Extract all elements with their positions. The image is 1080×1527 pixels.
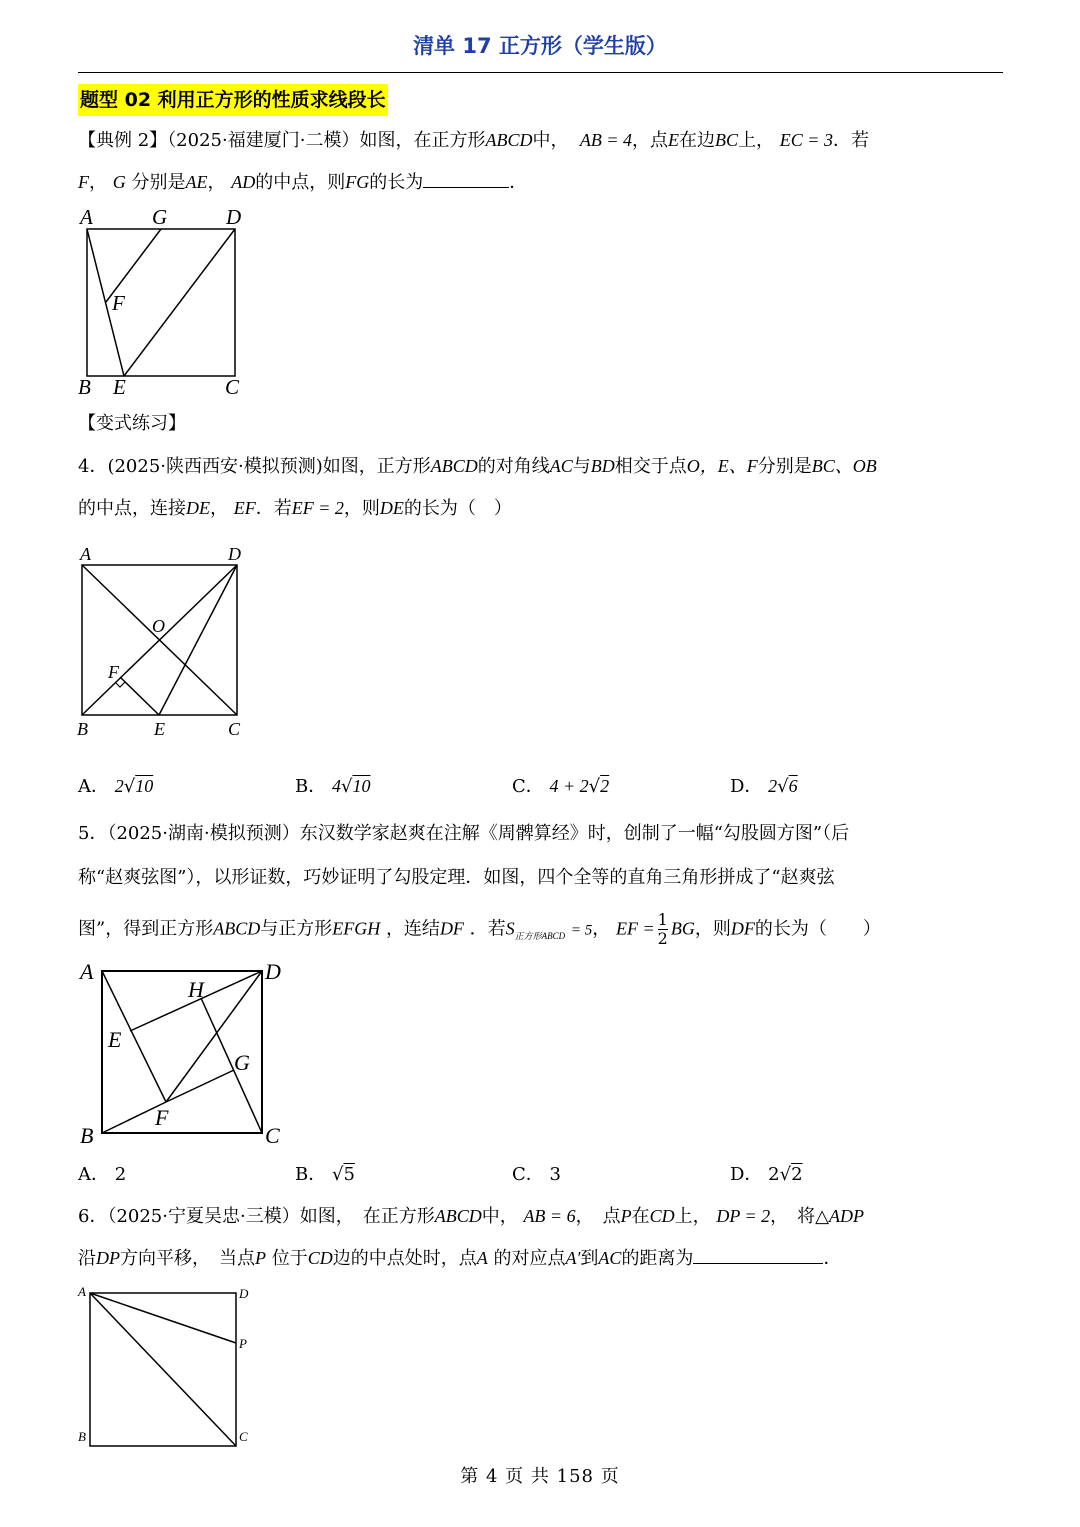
q4-line-2 bbox=[78, 494, 512, 523]
example-text: 上， bbox=[738, 130, 775, 151]
math: FG bbox=[345, 172, 370, 192]
label-c: C bbox=[265, 1123, 280, 1148]
q6-text: 中， bbox=[481, 1206, 518, 1227]
header-divider bbox=[78, 72, 1003, 73]
label-f: F bbox=[112, 291, 125, 315]
example-text: ， bbox=[89, 172, 107, 193]
q4-text: 分别是 bbox=[757, 456, 812, 477]
math: DP bbox=[96, 1248, 120, 1268]
label-b: B bbox=[80, 1123, 94, 1148]
segment-de bbox=[124, 229, 235, 376]
math: DF bbox=[730, 918, 755, 939]
math: E bbox=[668, 130, 680, 150]
right-angle-mark bbox=[115, 682, 125, 687]
q6-line-1 bbox=[78, 1202, 864, 1231]
example-line-1 bbox=[78, 126, 869, 155]
fraction-denominator: 2 bbox=[657, 929, 668, 948]
example-text: 中， bbox=[532, 130, 569, 151]
option-coef: 2 bbox=[768, 776, 778, 796]
page-header-title: 清单 17 正方形（学生版） bbox=[413, 34, 667, 58]
option-letter: A． bbox=[78, 1164, 109, 1185]
fraction-one-half bbox=[658, 911, 668, 948]
example-text: 在边 bbox=[679, 130, 716, 151]
option-coef: 4 bbox=[331, 776, 341, 796]
math: P bbox=[620, 1206, 632, 1226]
option-radicand: 2 bbox=[600, 776, 610, 796]
example-text: ． bbox=[509, 172, 528, 193]
option-letter: C． bbox=[512, 1164, 544, 1185]
q6-text: ， 点 bbox=[575, 1206, 621, 1227]
label-e: E bbox=[154, 719, 165, 739]
q6-text: 的距离为 bbox=[621, 1248, 694, 1269]
label-o: O bbox=[152, 616, 165, 636]
q4-text: ， bbox=[210, 498, 228, 519]
q4-option-d[interactable]: D． 2√6 bbox=[730, 776, 798, 797]
math: G bbox=[112, 172, 126, 192]
segment-ef bbox=[120, 677, 159, 715]
segment-df bbox=[166, 971, 262, 1102]
math: AC bbox=[598, 1248, 622, 1268]
q5-text: ，连结 bbox=[385, 918, 440, 940]
figure-q5-zhaoshuang bbox=[70, 955, 300, 1155]
option-radicand: 10 bbox=[135, 776, 154, 796]
q5-option-d[interactable]: D． 2√2 bbox=[730, 1164, 803, 1185]
label-a: A bbox=[78, 1284, 86, 1299]
label-c: C bbox=[225, 375, 240, 399]
square-abcd bbox=[87, 229, 235, 376]
math: DE bbox=[379, 498, 404, 518]
math: A′ bbox=[565, 1248, 581, 1268]
q5-line-3 bbox=[78, 911, 881, 950]
math: EC = 3 bbox=[779, 130, 833, 150]
math: BC、OB bbox=[811, 456, 877, 476]
example-text: 的长为 bbox=[369, 172, 424, 193]
math: △ADP bbox=[815, 1206, 864, 1226]
q5-option-b[interactable]: B． √5 bbox=[295, 1164, 355, 1185]
math: = 5 bbox=[570, 922, 593, 939]
math: BG bbox=[670, 918, 695, 939]
math: BC bbox=[715, 130, 739, 150]
label-d: D bbox=[226, 205, 242, 229]
label-c: C bbox=[239, 1429, 248, 1444]
math: ABCD bbox=[430, 456, 478, 476]
q5-text: ，则 bbox=[694, 918, 731, 940]
q5-text: 图”，得到正方形 bbox=[78, 918, 214, 940]
example-source: （2025·福建厦门·二模） bbox=[167, 130, 360, 151]
q6-text: 边的中点处时，点 bbox=[332, 1248, 477, 1269]
math: ABCD bbox=[485, 130, 533, 150]
segment-de bbox=[159, 565, 237, 715]
diagonal-ac bbox=[90, 1293, 236, 1446]
q5-text: 的长为（ ） bbox=[754, 918, 881, 940]
label-e: E bbox=[108, 1027, 122, 1052]
q4-option-a[interactable]: A． 2√10 bbox=[78, 776, 154, 797]
section-title: 题型 02 利用正方形的性质求线段长 bbox=[78, 84, 388, 116]
figure-q4-square bbox=[70, 540, 260, 745]
label-d: D bbox=[228, 544, 241, 564]
q4-option-c[interactable]: C． 4 + 2√2 bbox=[512, 776, 610, 797]
example-text: ，点 bbox=[632, 130, 669, 151]
q5-line-1: 5．（2025·湖南·模拟预测）东汉数学家赵爽在注解《周髀算经》时，创制了一幅“勾股圆方图”（后 bbox=[78, 823, 850, 844]
option-value: 2 bbox=[114, 1164, 127, 1185]
q6-text: 方向平移， 当点 bbox=[120, 1248, 255, 1269]
math: AC bbox=[549, 456, 573, 476]
example-text: 分别是 bbox=[131, 172, 186, 193]
label-d: D bbox=[265, 959, 281, 984]
figure-q6-square bbox=[70, 1280, 270, 1450]
math: ABCD bbox=[434, 1206, 482, 1226]
q5-text: ， bbox=[592, 918, 611, 940]
q4-text: 的长为（ ） bbox=[403, 498, 512, 519]
option-coef: 2 bbox=[768, 1164, 780, 1185]
label-b: B bbox=[78, 1429, 86, 1444]
q4-text: ，则 bbox=[343, 498, 380, 519]
q4-option-b[interactable]: B． 4√10 bbox=[295, 776, 371, 797]
label-d: D bbox=[239, 1286, 249, 1301]
math: AB = 6 bbox=[523, 1206, 576, 1226]
math: S bbox=[505, 918, 515, 939]
label-b: B bbox=[78, 375, 91, 399]
option-radicand: 6 bbox=[788, 776, 798, 796]
q4-text: 与 bbox=[572, 456, 591, 477]
q4-line-1 bbox=[78, 452, 877, 481]
q6-text: ， 将 bbox=[770, 1206, 816, 1227]
q5-line-2: 称“赵爽弦图”），以形证数，巧妙证明了勾股定理．如图，四个全等的直角三角形拼成了“赵爽弦 bbox=[78, 867, 835, 888]
option-radicand: 2 bbox=[791, 1164, 803, 1185]
option-value: 3 bbox=[549, 1164, 561, 1185]
q5-option-a[interactable] bbox=[78, 1161, 126, 1189]
math: CD bbox=[649, 1206, 675, 1226]
label-g: G bbox=[152, 205, 168, 229]
math: DE bbox=[186, 498, 210, 518]
q6-text: 的对应点 bbox=[493, 1248, 566, 1269]
math: O，E、F bbox=[686, 456, 758, 476]
math: EF = bbox=[616, 918, 655, 939]
math: DP = 2 bbox=[716, 1206, 771, 1226]
q6-text: 在 bbox=[631, 1206, 650, 1227]
q5-text: ．若 bbox=[469, 918, 506, 940]
label-a: A bbox=[80, 959, 94, 984]
math: F bbox=[78, 172, 89, 192]
label-p: P bbox=[239, 1336, 247, 1351]
math: DF bbox=[439, 918, 464, 939]
label-g: G bbox=[234, 1050, 250, 1075]
option-letter: A． bbox=[78, 776, 109, 797]
option-radicand: 5 bbox=[343, 1164, 355, 1185]
option-coef: 4 + 2 bbox=[549, 776, 589, 796]
q6-text: 沿 bbox=[78, 1248, 96, 1269]
q5-text: 与正方形 bbox=[260, 918, 333, 940]
option-letter: B． bbox=[295, 1164, 327, 1185]
option-coef: 2 bbox=[114, 776, 124, 796]
q5-option-c[interactable] bbox=[512, 1161, 561, 1189]
math: BD bbox=[590, 456, 615, 476]
math: EF bbox=[233, 498, 256, 518]
fraction-numerator: 1 bbox=[657, 910, 668, 929]
option-letter: D． bbox=[730, 1164, 763, 1185]
option-letter: D． bbox=[730, 776, 763, 797]
option-letter: C． bbox=[512, 776, 544, 797]
example-text: 的中点，则 bbox=[255, 172, 346, 193]
q4-text: 4．(2025·陕西西安·模拟预测)如图，正方形 bbox=[78, 456, 431, 477]
math: EFGH bbox=[332, 918, 381, 939]
example-line-2 bbox=[78, 168, 527, 197]
math: AD bbox=[231, 172, 256, 192]
segment-h-c bbox=[201, 998, 262, 1133]
example-text: ， bbox=[207, 172, 226, 193]
q6-line-2 bbox=[78, 1244, 841, 1273]
segment-ap bbox=[90, 1293, 236, 1343]
figure-example-square bbox=[70, 200, 260, 400]
label-a: A bbox=[80, 205, 93, 229]
example-text: 如图，在正方形 bbox=[359, 130, 486, 151]
math: P bbox=[255, 1248, 266, 1268]
math-subscript: 正方形ABCD bbox=[514, 931, 566, 942]
label-b: B bbox=[77, 719, 88, 739]
q6-text: 6．（2025·宁夏吴忠·三模）如图， 在正方形 bbox=[78, 1206, 435, 1227]
q4-text: 相交于点 bbox=[614, 456, 687, 477]
label-h: H bbox=[188, 977, 204, 1002]
label-f: F bbox=[108, 662, 119, 682]
q6-text: 位于 bbox=[271, 1248, 308, 1269]
label-a: A bbox=[80, 544, 91, 564]
label-f: F bbox=[155, 1105, 169, 1130]
math: CD bbox=[307, 1248, 333, 1268]
answer-blank[interactable] bbox=[693, 1245, 823, 1264]
option-letter: B． bbox=[295, 776, 327, 797]
math: ABCD bbox=[213, 918, 261, 939]
q4-text: ．若 bbox=[255, 498, 292, 519]
example-tag: 【典例 2】 bbox=[78, 130, 168, 151]
q4-text: 的对角线 bbox=[477, 456, 550, 477]
page-number: 第 4 页 共 158 页 bbox=[460, 1466, 620, 1487]
variant-title: 【变式练习】 bbox=[78, 413, 186, 434]
math: AB = 4 bbox=[579, 130, 633, 150]
math: A bbox=[476, 1248, 488, 1268]
label-c: C bbox=[228, 719, 241, 739]
answer-blank[interactable] bbox=[423, 169, 509, 188]
q6-text: 到 bbox=[580, 1248, 599, 1269]
option-radicand: 10 bbox=[352, 776, 371, 796]
math: AE bbox=[185, 172, 208, 192]
q6-text: 上， bbox=[674, 1206, 711, 1227]
q4-text: 的中点，连接 bbox=[78, 498, 186, 519]
segment-f-g bbox=[166, 1070, 234, 1102]
q6-text: ． bbox=[823, 1248, 842, 1269]
math: EF = 2 bbox=[291, 498, 344, 518]
label-e: E bbox=[113, 375, 126, 399]
example-text: ．若 bbox=[832, 130, 869, 151]
